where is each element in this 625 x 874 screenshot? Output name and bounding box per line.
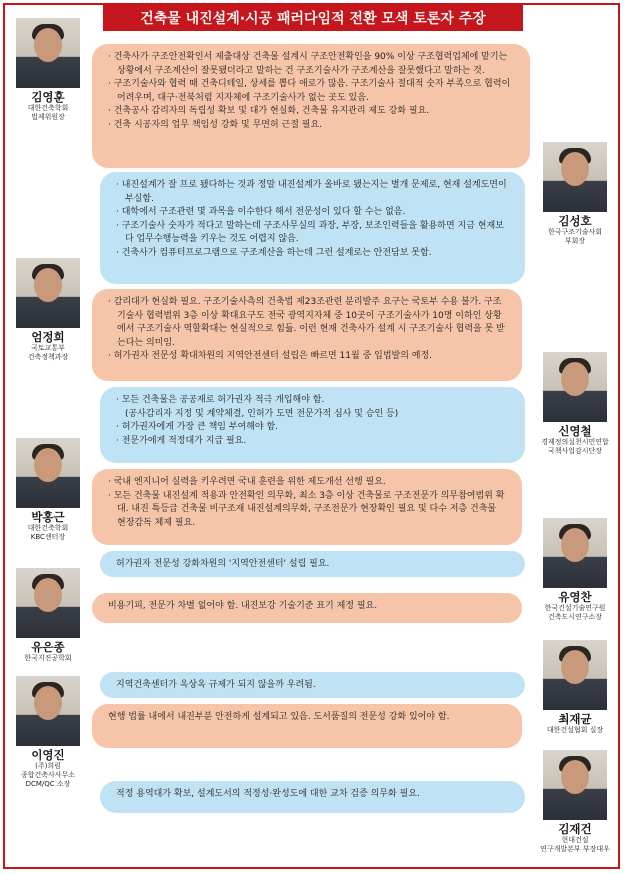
list-item: · 모든 건축물은 공공재로 허가권자 적극 개입해야 함. [116,394,509,408]
list-item: · 모든 건축물 내진설계 적용과 안전확인 의무화, 최소 3층 이상 건축물로 구조전문가 의무참여범위 확대. 내진 특등급 건축물 비구조재 내진설계의무화, 구조전문가 현장확인 필요 및 다수 저층 건축물 현장감독 체제 필요. [108,490,506,531]
speaker-yoo-eunjong [5,568,91,663]
speech-bubble [92,44,530,168]
speaker-choi-jaegyun [532,640,618,735]
bubble-text: 적정 용역대가 확보, 설계도서의 적정성·완성도에 대한 교차 검증 의무화 필요. [116,789,420,799]
speaker-photo [16,568,80,638]
speech-bubble [92,289,522,381]
speaker-photo [16,18,80,88]
speech-bubble [100,672,525,698]
bubble-text: 지역건축센터가 옥상옥 규제가 되지 않을까 우려됨. [116,680,316,690]
speaker-org: 종합건축사사무소 [20,771,76,779]
speech-bubble [92,469,522,545]
speaker-park-honggeun [5,438,91,542]
speaker-org: 부회장 [564,237,586,245]
speaker-photo [543,352,607,422]
speech-bubble [100,551,525,577]
speaker-org: 현대건설 [561,836,589,844]
speaker-kim-sungho [532,142,618,246]
bubble-text: 허가권자 전문성 강화차원의 '지역안전센터' 설립 필요. [116,559,330,569]
speaker-org: 한국지진공학회 [24,654,72,662]
speaker-name: 김재건 [558,822,592,836]
speaker-org: 국책사업감시단장 [547,447,603,455]
list-item: · 구조기술사 숫자가 적다고 말하는데 구조사무실의 과장, 부장, 보조인력들을 활용하면 지금 현재보다 업무수행능력을 키우는 것도 어렵지 않음. [116,220,509,247]
speaker-lee-youngjin [5,676,91,789]
bubble-text: 비용기피, 전문가 차별 없어야 함. 내진보강 기술기준 표기 제정 필요. [108,601,378,611]
speaker-photo [543,640,607,710]
speaker-photo [543,518,607,588]
speaker-org: 법제위원장 [31,113,65,121]
speaker-name: 신영철 [558,424,592,438]
speaker-photo [543,750,607,820]
list-item-note: (공사감리자 지정 및 계약체결, 인허가 도면 전문가적 심사 및 승인 등) [125,408,399,419]
speaker-name: 박홍근 [31,510,65,524]
list-item: · 구조기술사와 협력 때 건축디테일, 상세를 뽑다 애로가 많음. 구조기술사 절대적 숫자 부족으로 협력이 어려우며, 대구·전북처럼 지자체에 구조기술사가 없는 곳도 있음. [108,78,514,105]
list-item: · 감리대가 현실화 필요. 구조기술사측의 건축법 제23조관련 분리발주 요구는 국토부 수용 불가. 구조기술사 협력범위 3층 이상 확대요구도 전국 광역지자체 중 10곳이 구조기술사가 10명 이하인 상황에서 구조기술사 역할확대는 현실적으로 힘듦. 이런 현재 건축사가 설계 시 구조기술사 협력을 못 받는다는 의미임. [108,296,506,350]
speech-bubble [100,172,525,284]
list-item: · 내진설계가 잘 프로 됐다하는 것과 정말 내진설계가 올바로 됐는지는 별개 문제로, 현재 설계도면이 부실함. [116,179,509,206]
speaker-photo [16,438,80,508]
speaker-org: 경제정의실천시민연합 [541,438,609,446]
page-title: 건축물 내진설계·시공 패러다임적 전환 모색 토론자 주장 [103,5,523,31]
speaker-org: DCM/QC 소장 [25,780,71,788]
list-item: · 전문가에게 적정대가 지급 필요. [116,435,509,449]
speaker-shin-youngchul [532,352,618,456]
list-item: · 허가권자 전문성 확대차원의 지역안전센터 설립은 빠르면 11월 중 입법발의 예정. [108,350,506,364]
list-item: · 건축사가 컴퓨터프로그램으로 구조계산을 하는데 그런 설계로는 안전담보 못함. [116,247,509,261]
list-item: · 건축사가 구조안전확인서 제출대상 건축물 설계시 구조안전확인을 90% 이상 구조협력업체에 맡기는 상황에서 구조계산이 잘못됐더라고 말하는 건 구조기술사가 구조계산을 잘못했다고 말하는 것. [108,51,514,78]
bubble-text: 현행 법률 내에서 내진부분 안전하게 설계되고 있음. 도서품질의 전문성 강화 있어야 함. [108,712,450,722]
speech-bubble [92,593,522,623]
speaker-org: (주)희림 [35,762,61,770]
speaker-name: 이영진 [31,748,65,762]
speaker-org: 연구개발본부 부장대우 [540,845,610,853]
speaker-name: 최재균 [558,712,592,726]
speech-bubble [100,781,525,813]
speaker-photo [16,258,80,328]
speaker-kim-jaegeon [532,750,618,854]
speech-bubble [100,387,525,463]
speaker-org: 대한건설협회 실장 [546,726,604,734]
list-item: · 건축 시공자의 업무 책임성 강화 및 무면허 근절 필요. [108,119,514,133]
speaker-yoo-youngchan [532,518,618,622]
speaker-org: KBC센터장 [30,533,66,541]
list-item: · 대학에서 구조관련 몇 과목을 이수한다 해서 전문성이 있다 할 수는 없음. [116,206,509,220]
speaker-photo [543,142,607,212]
speaker-photo [16,676,80,746]
speaker-name: 김영훈 [31,90,65,104]
list-item: · 건축공사 감리자의 독립성 확보 및 대가 현실화, 건축물 유지관리 제도 강화 필요. [108,105,514,119]
list-item: · 허가권자에게 가장 큰 책임 부여해야 함. [116,421,509,435]
speech-bubble [92,704,522,748]
speaker-name: 엄정희 [31,330,65,344]
speaker-org: 한국건설기술연구원 [544,604,606,612]
speaker-org: 한국구조기술사회 [547,228,603,236]
speaker-name: 유영찬 [558,590,592,604]
speaker-kim-younghoon [5,18,91,122]
speaker-eom-junghee [5,258,91,362]
speaker-name: 유은종 [31,640,65,654]
speaker-org: 대한건축학회 [27,524,69,532]
speaker-org: 건축도시연구소장 [547,613,603,621]
speaker-org: 국토교통부 [31,344,65,352]
speaker-org: 대한건축학회 [27,104,69,112]
speaker-org: 건축정책과장 [27,353,69,361]
speaker-name: 김성호 [558,214,592,228]
list-item: · 국내 엔지니어 실력을 키우려면 국내 훈련을 위한 제도개선 선행 필요. [108,476,506,490]
